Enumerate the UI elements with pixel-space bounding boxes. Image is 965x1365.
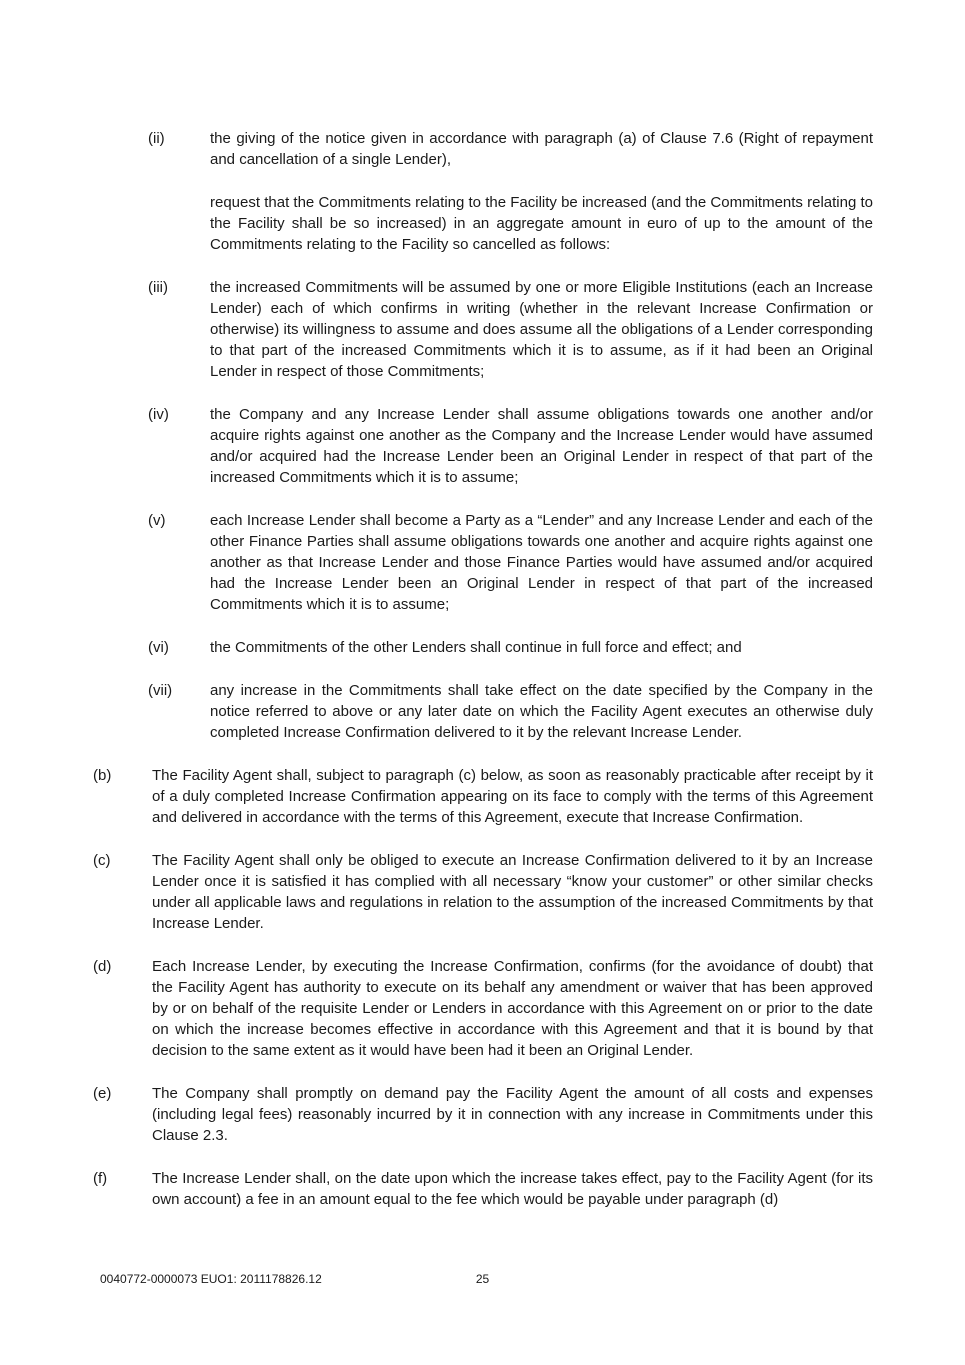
paragraph-text: The Company shall promptly on demand pay the Facility Agent the amount of all costs and expenses (including legal fees) reasonably incurred by it in connection with any increase in Commitments under this Clause 2.3. <box>152 1085 873 1144</box>
paragraph-item <box>0 510 873 615</box>
paragraph-item <box>0 850 873 934</box>
paragraph-text: request that the Commitments relating to the Facility be increased (and the Commitments relating to the Facility shall be so increased) in an aggregate amount in euro of up to the amount of the Commitments relating to the Facility so cancelled as follows: <box>210 194 873 253</box>
list-marker: (f) <box>93 1170 108 1187</box>
paragraph-text: Each Increase Lender, by executing the Increase Confirmation, confirms (for the avoidance of doubt) that the Facility Agent has authority to execute on its behalf any amendment or waiver that has been approved by or on behalf of the requisite Lender or Lenders in accordance with this Agreement on or prior to the date on which the increase becomes effective in accordance with this Agreement and that it is bound by that decision to the same extent as it would have been had it been an Original Lender. <box>152 958 873 1059</box>
page-number: 25 <box>475 1272 490 1286</box>
paragraph-item <box>0 1168 873 1210</box>
paragraph-item <box>0 680 873 743</box>
paragraph-text: The Facility Agent shall, subject to paragraph (c) below, as soon as reasonably practicable after receipt by it of a duly completed Increase Confirmation appearing on its face to comply with the terms of this Agreement and delivered in accordance with the terms of this Agreement, execute that Increase Confirmation. <box>152 767 873 826</box>
paragraph-item <box>0 192 873 255</box>
list-marker: (vi) <box>148 639 169 656</box>
paragraph-item <box>0 277 873 382</box>
list-marker: (iii) <box>148 279 168 296</box>
paragraph-item <box>0 956 873 1061</box>
list-marker: (vii) <box>148 682 173 699</box>
paragraph-text: the Commitments of the other Lenders shall continue in full force and effect; and <box>210 639 742 656</box>
paragraph-item <box>0 128 873 170</box>
paragraph-text: the Company and any Increase Lender shall assume obligations towards one another and/or acquire rights against one another as the Company and the Increase Lender would have assumed and/or acquired had the Increase Lender been an Original Lender in respect of that part of the increased Commitments which it is to assume; <box>210 406 873 486</box>
paragraph-item <box>0 1083 873 1146</box>
list-marker: (b) <box>93 767 112 784</box>
paragraph-text: any increase in the Commitments shall take effect on the date specified by the Company in the notice referred to above or any later date on which the Facility Agent executes an otherwise duly completed Increase Confirmation delivered to it by the relevant Increase Lender. <box>210 682 873 741</box>
list-marker: (d) <box>93 958 112 975</box>
list-marker: (ii) <box>148 130 165 147</box>
paragraph-text: each Increase Lender shall become a Party as a “Lender” and any Increase Lender and each of the other Finance Parties shall assume obligations towards one another and acquire rights against one another as that Increase Lender and those Finance Parties would have assumed and/or acquired had the Increase Lender been an Original Lender in respect of that part of the increased Commitments which it is to assume; <box>210 512 873 613</box>
paragraph-text: the giving of the notice given in accordance with paragraph (a) of Clause 7.6 (Right of repayment and cancellation of a single Lender), <box>210 130 873 168</box>
document-reference: 0040772-0000073 EUO1: 2011178826.12 <box>100 1272 322 1286</box>
paragraph-text: The Increase Lender shall, on the date upon which the increase takes effect, pay to the Facility Agent (for its own account) a fee in an amount equal to the fee which would be payable under paragraph (d) <box>152 1170 873 1208</box>
paragraph-text: The Facility Agent shall only be obliged to execute an Increase Confirmation delivered to it by an Increase Lender once it is satisfied it has complied with all necessary “know your customer” or other similar checks under all applicable laws and regulations in relation to the assumption of the increased Commitments by that Increase Lender. <box>152 852 873 932</box>
paragraph-item <box>0 765 873 828</box>
paragraph-item <box>0 404 873 488</box>
list-marker: (c) <box>93 852 111 869</box>
paragraph-text: the increased Commitments will be assumed by one or more Eligible Institutions (each an Increase Lender) each of which confirms in writing (whether in the relevant Increase Confirmation or otherwise) its willingness to assume and does assume all the obligations of a Lender corresponding to that part of the increased Commitments which it is to assume, as if it had been an Original Lender in respect of those Commitments; <box>210 279 873 380</box>
list-marker: (iv) <box>148 406 169 423</box>
list-marker: (v) <box>148 512 166 529</box>
list-marker: (e) <box>93 1085 112 1102</box>
paragraph-item <box>0 637 873 658</box>
